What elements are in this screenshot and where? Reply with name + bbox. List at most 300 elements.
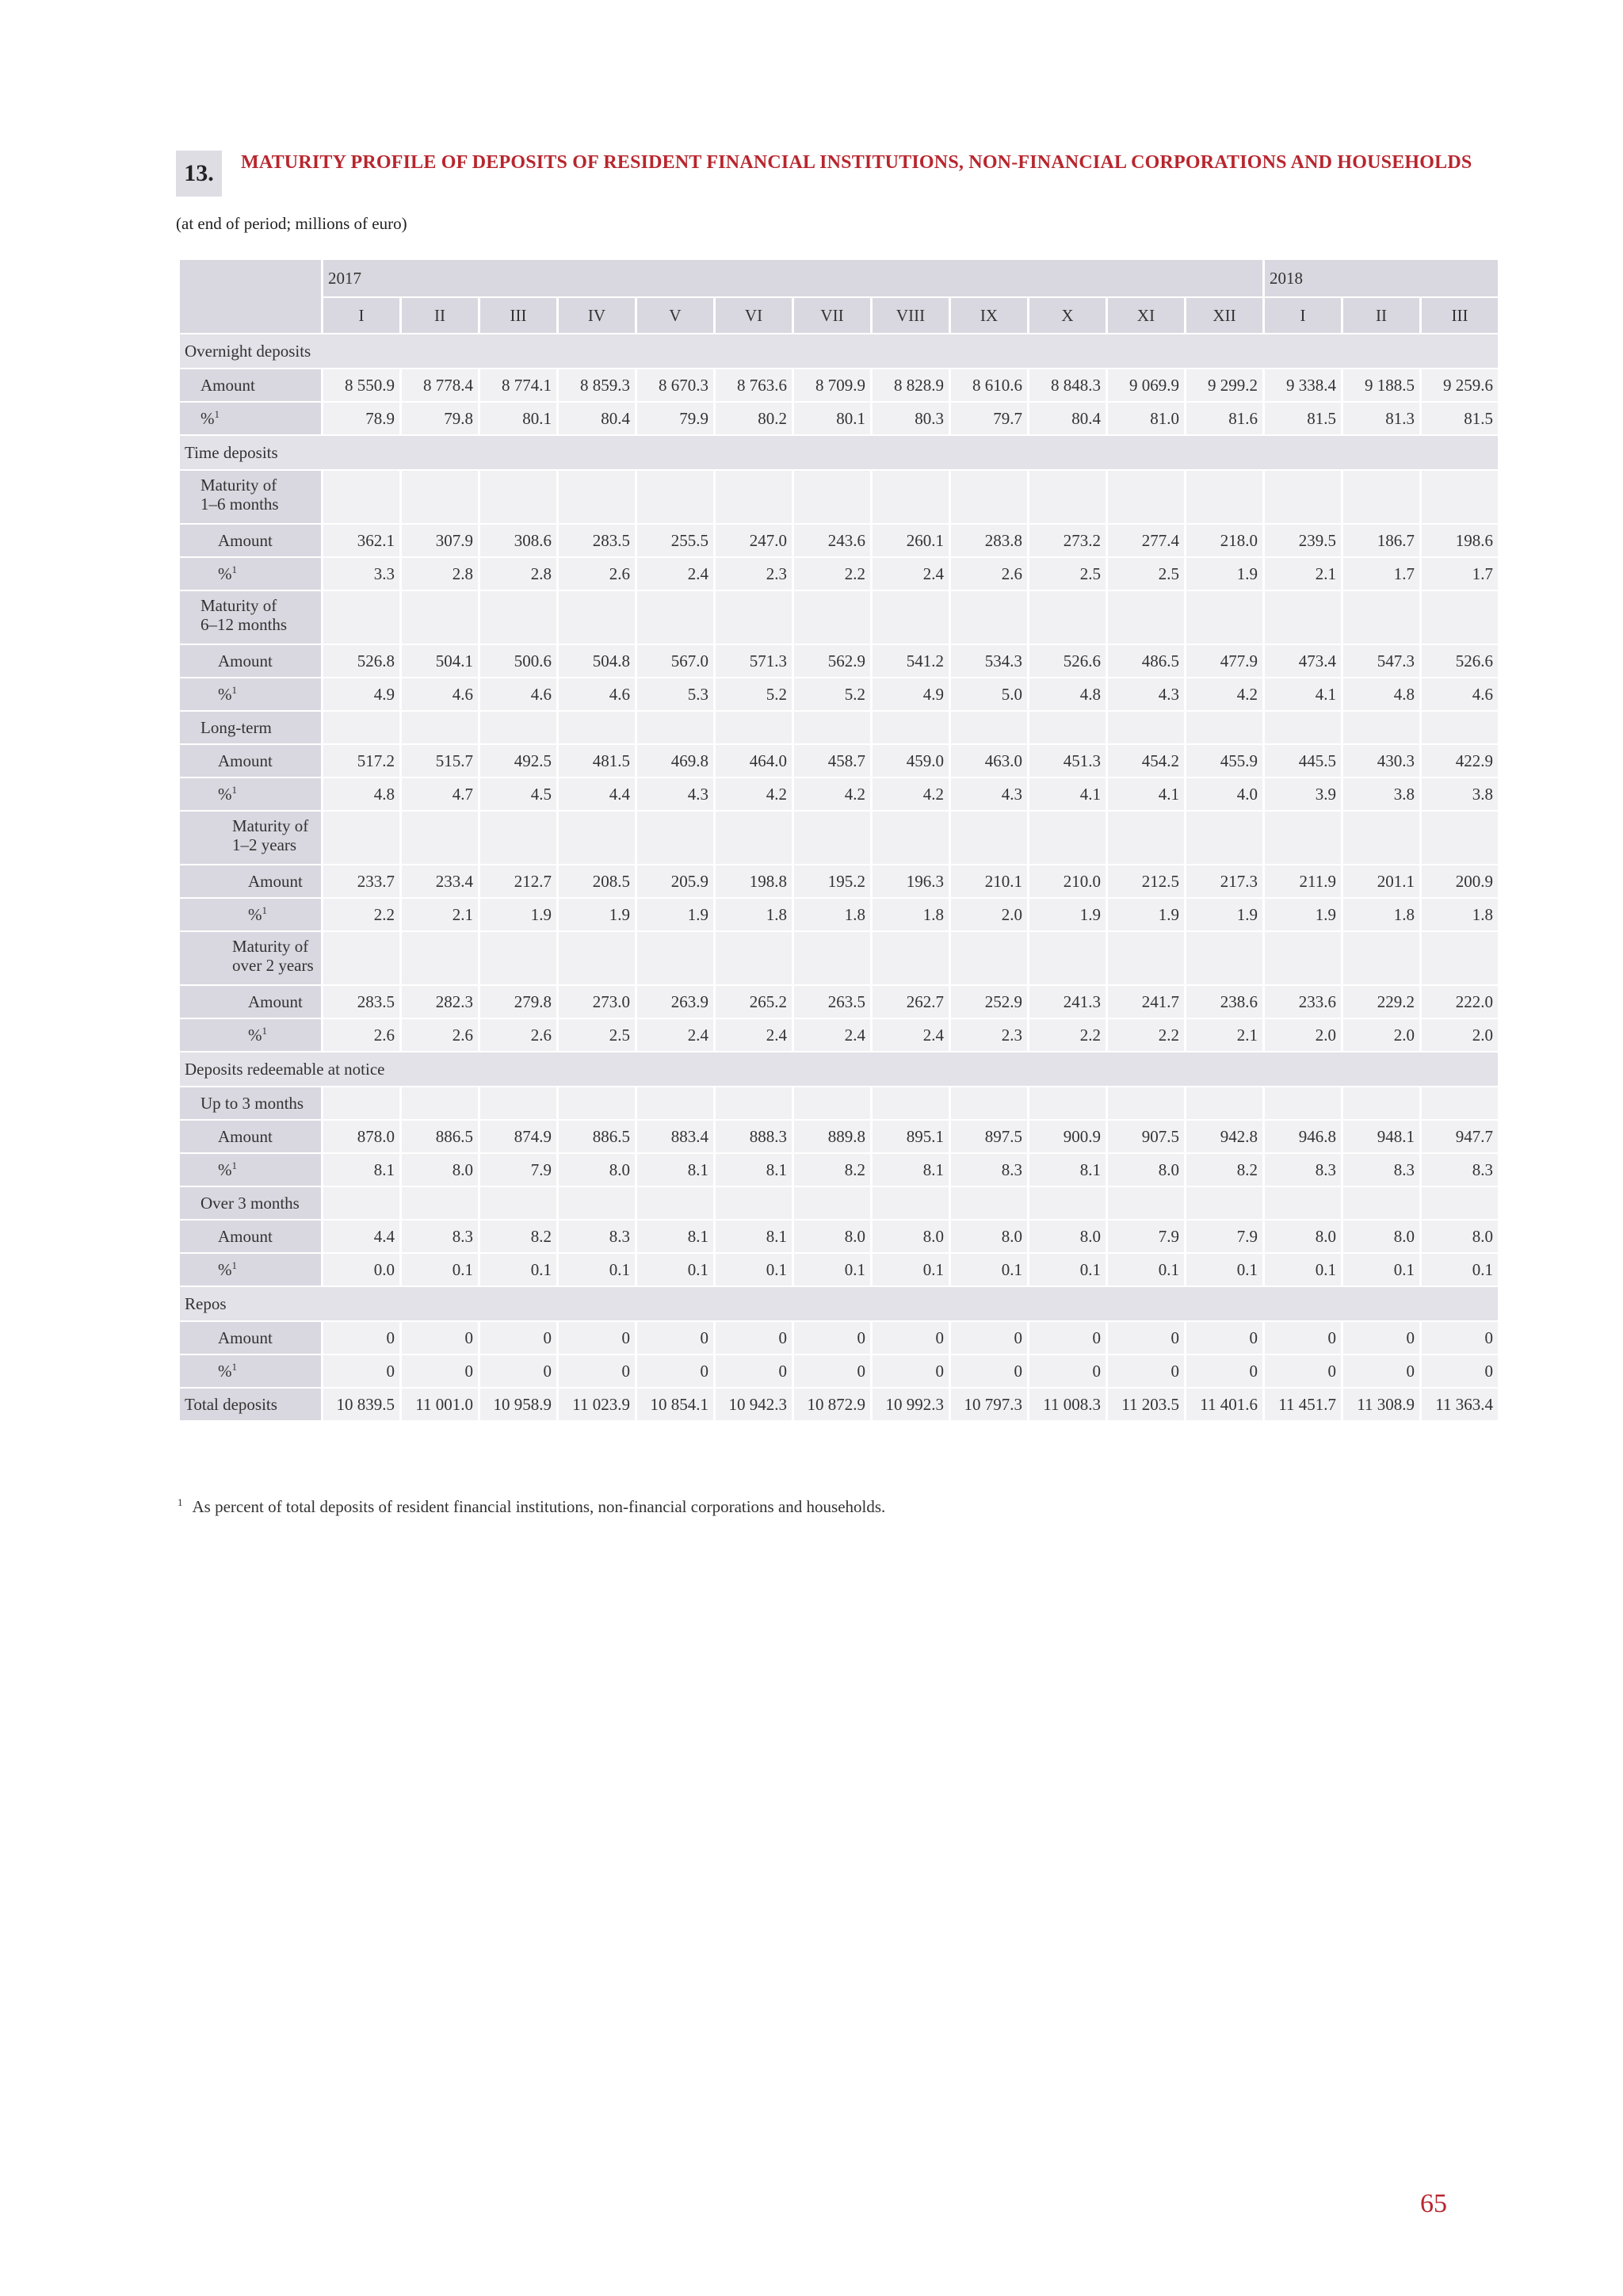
- value-cell: 8.0: [794, 1221, 870, 1252]
- row-label: [180, 558, 321, 590]
- value-cell: 1.8: [716, 899, 792, 930]
- section-label: Time deposits: [180, 436, 1498, 469]
- value-cell: 0.1: [716, 1254, 792, 1286]
- empty-cell: [794, 471, 870, 523]
- value-cell: 2.0: [1343, 1019, 1419, 1051]
- value-cell: 233.6: [1265, 986, 1341, 1018]
- value-cell: 80.1: [794, 403, 870, 434]
- empty-cell: [323, 591, 399, 644]
- empty-cell: [559, 471, 635, 523]
- value-cell: 571.3: [716, 645, 792, 677]
- value-cell: 11 363.4: [1422, 1389, 1498, 1420]
- section-redeemable-at-notice: [180, 1052, 1498, 1086]
- empty-cell: [1422, 812, 1498, 864]
- value-cell: 11 308.9: [1343, 1389, 1419, 1420]
- value-cell: 0.1: [559, 1254, 635, 1286]
- value-cell: 504.8: [559, 645, 635, 677]
- row-group-label: [180, 471, 321, 523]
- value-cell: 10 872.9: [794, 1389, 870, 1420]
- value-cell: 196.3: [873, 865, 949, 897]
- value-cell: 8.0: [559, 1154, 635, 1186]
- value-cell: 4.1: [1029, 778, 1106, 810]
- value-cell: 473.4: [1265, 645, 1341, 677]
- value-cell: 8.1: [323, 1154, 399, 1186]
- empty-cell: [1422, 1187, 1498, 1219]
- value-cell: 2.2: [794, 558, 870, 590]
- value-cell: 241.3: [1029, 986, 1106, 1018]
- row-label-text: %: [218, 1160, 232, 1179]
- value-cell: 222.0: [1422, 986, 1498, 1018]
- row-label: [180, 403, 321, 434]
- value-cell: 282.3: [402, 986, 478, 1018]
- value-cell: 4.2: [716, 778, 792, 810]
- value-cell: 9 259.6: [1422, 369, 1498, 401]
- value-cell: 233.4: [402, 865, 478, 897]
- value-cell: 526.6: [1029, 645, 1106, 677]
- footnote-ref: 1: [231, 1259, 237, 1271]
- value-cell: 11 451.7: [1265, 1389, 1341, 1420]
- month-header: XII: [1186, 298, 1262, 333]
- footnote-ref: 1: [231, 1159, 237, 1171]
- value-cell: 4.1: [1265, 678, 1341, 710]
- row-label-text: %: [218, 685, 232, 704]
- month-header: III: [480, 298, 556, 333]
- value-cell: 9 299.2: [1186, 369, 1262, 401]
- value-cell: 81.3: [1343, 403, 1419, 434]
- row-overnight-amount: [180, 369, 1498, 401]
- value-cell: 8 763.6: [716, 369, 792, 401]
- value-cell: 0.1: [637, 1254, 713, 1286]
- value-cell: 454.2: [1108, 745, 1184, 777]
- group-maturity-1-6-months: [180, 471, 1498, 523]
- empty-cell: [1029, 591, 1106, 644]
- value-cell: 4.9: [323, 678, 399, 710]
- value-cell: 459.0: [873, 745, 949, 777]
- row-label-text: %: [218, 1260, 232, 1279]
- value-cell: 2.3: [951, 1019, 1027, 1051]
- empty-cell: [1265, 712, 1341, 743]
- empty-cell: [1029, 471, 1106, 523]
- month-header: VIII: [873, 298, 949, 333]
- value-cell: 211.9: [1265, 865, 1341, 897]
- footnote-ref: 1: [231, 1361, 237, 1373]
- empty-cell: [1422, 712, 1498, 743]
- row-long-term-percent: [180, 778, 1498, 810]
- row-label-text: %: [218, 564, 232, 583]
- row-label-text: Amount: [218, 1226, 273, 1246]
- value-cell: 11 203.5: [1108, 1389, 1184, 1420]
- value-cell: 4.3: [951, 778, 1027, 810]
- page-number: 65: [1420, 2189, 1447, 2218]
- value-cell: 265.2: [716, 986, 792, 1018]
- row-over-3-months-amount: [180, 1221, 1498, 1252]
- value-cell: 8.1: [1029, 1154, 1106, 1186]
- value-cell: 2.2: [323, 899, 399, 930]
- row-label-text: Amount: [248, 871, 303, 891]
- value-cell: 0: [402, 1355, 478, 1387]
- row-label: [180, 899, 321, 930]
- row-up-to-3-months-percent: [180, 1154, 1498, 1186]
- empty-cell: [1108, 812, 1184, 864]
- value-cell: 8.2: [1186, 1154, 1262, 1186]
- value-cell: 1.8: [1343, 899, 1419, 930]
- value-cell: 238.6: [1186, 986, 1262, 1018]
- row-label: [180, 778, 321, 810]
- value-cell: 208.5: [559, 865, 635, 897]
- value-cell: 895.1: [873, 1121, 949, 1152]
- row-label-text: Amount: [218, 1126, 273, 1146]
- value-cell: 4.9: [873, 678, 949, 710]
- value-cell: 942.8: [1186, 1121, 1262, 1152]
- group-long-term: [180, 712, 1498, 743]
- value-cell: 7.9: [1186, 1221, 1262, 1252]
- year-header: 2017: [323, 260, 1262, 296]
- value-cell: 2.6: [559, 558, 635, 590]
- value-cell: 8 670.3: [637, 369, 713, 401]
- value-cell: 263.5: [794, 986, 870, 1018]
- value-cell: 1.9: [637, 899, 713, 930]
- value-cell: 362.1: [323, 525, 399, 556]
- footnote-ref: 1: [231, 784, 237, 796]
- value-cell: 79.9: [637, 403, 713, 434]
- value-cell: 8 859.3: [559, 369, 635, 401]
- value-cell: 2.3: [716, 558, 792, 590]
- month-header: II: [1343, 298, 1419, 333]
- empty-cell: [794, 591, 870, 644]
- empty-cell: [1265, 812, 1341, 864]
- value-cell: 4.6: [480, 678, 556, 710]
- empty-cell: [480, 812, 556, 864]
- row-repos-percent: [180, 1355, 1498, 1387]
- row-group-label: [180, 812, 321, 864]
- value-cell: 217.3: [1186, 865, 1262, 897]
- value-cell: 283.5: [323, 986, 399, 1018]
- section-time-deposits: [180, 436, 1498, 469]
- value-cell: 0: [951, 1322, 1027, 1354]
- empty-cell: [873, 1087, 949, 1119]
- value-cell: 229.2: [1343, 986, 1419, 1018]
- value-cell: 946.8: [1265, 1121, 1341, 1152]
- month-header: VII: [794, 298, 870, 333]
- value-cell: 492.5: [480, 745, 556, 777]
- value-cell: 186.7: [1343, 525, 1419, 556]
- row-label: [180, 745, 321, 777]
- value-cell: 2.4: [873, 1019, 949, 1051]
- row-label-text: Amount: [248, 991, 303, 1011]
- empty-cell: [951, 932, 1027, 984]
- value-cell: 1.9: [559, 899, 635, 930]
- row-long-term-amount: [180, 745, 1498, 777]
- empty-cell: [1265, 471, 1341, 523]
- value-cell: 8 610.6: [951, 369, 1027, 401]
- value-cell: 8.0: [1265, 1221, 1341, 1252]
- value-cell: 210.1: [951, 865, 1027, 897]
- label-line: 1–6 months: [200, 495, 279, 514]
- row-label: [180, 1221, 321, 1252]
- empty-cell: [716, 591, 792, 644]
- empty-cell: [402, 932, 478, 984]
- empty-cell: [402, 591, 478, 644]
- group-maturity-1-2-years: [180, 812, 1498, 864]
- empty-cell: [480, 1087, 556, 1119]
- value-cell: 5.2: [716, 678, 792, 710]
- value-cell: 243.6: [794, 525, 870, 556]
- row-group-label: Up to 3 months: [180, 1087, 321, 1119]
- row-label-text: Amount: [218, 651, 273, 670]
- value-cell: 3.3: [323, 558, 399, 590]
- value-cell: 0: [480, 1355, 556, 1387]
- value-cell: 78.9: [323, 403, 399, 434]
- empty-cell: [480, 591, 556, 644]
- value-cell: 279.8: [480, 986, 556, 1018]
- value-cell: 8.0: [951, 1221, 1027, 1252]
- row-label: [180, 678, 321, 710]
- empty-cell: [716, 1187, 792, 1219]
- label-line: 1–2 years: [232, 835, 297, 854]
- empty-cell: [1343, 712, 1419, 743]
- value-cell: 888.3: [716, 1121, 792, 1152]
- value-cell: 8.0: [1029, 1221, 1106, 1252]
- month-header: V: [637, 298, 713, 333]
- row-label-text: %: [200, 409, 215, 428]
- empty-cell: [1108, 471, 1184, 523]
- row-label-text: %: [218, 1362, 232, 1381]
- value-cell: 0: [559, 1355, 635, 1387]
- row-label-text: Amount: [218, 530, 273, 550]
- empty-cell: [559, 1087, 635, 1119]
- empty-cell: [323, 812, 399, 864]
- group-up-to-3-months: [180, 1087, 1498, 1119]
- empty-cell: [480, 932, 556, 984]
- empty-cell: [873, 471, 949, 523]
- group-maturity-over-2-years: [180, 932, 1498, 984]
- value-cell: 0: [1422, 1322, 1498, 1354]
- value-cell: 4.3: [1108, 678, 1184, 710]
- empty-cell: [873, 591, 949, 644]
- value-cell: 8.3: [402, 1221, 478, 1252]
- value-cell: 11 008.3: [1029, 1389, 1106, 1420]
- value-cell: 463.0: [951, 745, 1027, 777]
- value-cell: 218.0: [1186, 525, 1262, 556]
- empty-cell: [951, 591, 1027, 644]
- value-cell: 0.1: [794, 1254, 870, 1286]
- value-cell: 2.0: [1422, 1019, 1498, 1051]
- value-cell: 486.5: [1108, 645, 1184, 677]
- year-header-row: [180, 260, 1498, 296]
- row-over-2-years-percent: [180, 1019, 1498, 1051]
- empty-cell: [637, 712, 713, 743]
- value-cell: 0.1: [873, 1254, 949, 1286]
- footnote-ref: 1: [262, 1025, 267, 1037]
- value-cell: 422.9: [1422, 745, 1498, 777]
- value-cell: 1.9: [1186, 899, 1262, 930]
- value-cell: 0: [873, 1355, 949, 1387]
- value-cell: 8.0: [1422, 1221, 1498, 1252]
- empty-cell: [402, 471, 478, 523]
- empty-cell: [1422, 932, 1498, 984]
- value-cell: 8 778.4: [402, 369, 478, 401]
- value-cell: 2.1: [1265, 558, 1341, 590]
- empty-cell: [637, 471, 713, 523]
- empty-cell: [1422, 591, 1498, 644]
- section-title: MATURITY PROFILE OF DEPOSITS OF RESIDENT FINANCIAL INSTITUTIONS, NON-FINANCIAL CORPORATIONS AND HOUSEHOLDS: [241, 152, 1472, 173]
- value-cell: 947.7: [1422, 1121, 1498, 1152]
- empty-cell: [1108, 1087, 1184, 1119]
- empty-cell: [559, 1187, 635, 1219]
- empty-cell: [716, 471, 792, 523]
- empty-cell: [873, 1187, 949, 1219]
- empty-cell: [323, 712, 399, 743]
- value-cell: 4.8: [323, 778, 399, 810]
- value-cell: 263.9: [637, 986, 713, 1018]
- value-cell: 8.0: [402, 1154, 478, 1186]
- value-cell: 252.9: [951, 986, 1027, 1018]
- value-cell: 0: [1186, 1355, 1262, 1387]
- value-cell: 5.0: [951, 678, 1027, 710]
- month-header: IX: [951, 298, 1027, 333]
- value-cell: 11 023.9: [559, 1389, 635, 1420]
- empty-cell: [794, 1187, 870, 1219]
- value-cell: 2.8: [402, 558, 478, 590]
- value-cell: 0.1: [480, 1254, 556, 1286]
- row-label-text: %: [248, 905, 262, 924]
- empty-cell: [1265, 1087, 1341, 1119]
- empty-cell: [402, 1087, 478, 1119]
- value-cell: 0: [323, 1322, 399, 1354]
- value-cell: 0: [716, 1355, 792, 1387]
- value-cell: 10 797.3: [951, 1389, 1027, 1420]
- value-cell: 534.3: [951, 645, 1027, 677]
- value-cell: 0: [873, 1322, 949, 1354]
- empty-cell: [951, 712, 1027, 743]
- empty-cell: [1265, 932, 1341, 984]
- empty-cell: [873, 712, 949, 743]
- value-cell: 273.0: [559, 986, 635, 1018]
- value-cell: 10 839.5: [323, 1389, 399, 1420]
- row-label: [180, 1322, 321, 1354]
- value-cell: 2.4: [716, 1019, 792, 1051]
- month-header: I: [1265, 298, 1341, 333]
- value-cell: 8.3: [951, 1154, 1027, 1186]
- footnote-ref: 1: [262, 904, 267, 916]
- value-cell: 464.0: [716, 745, 792, 777]
- month-header: III: [1422, 298, 1498, 333]
- row-6-12-months-percent: [180, 678, 1498, 710]
- empty-cell: [794, 932, 870, 984]
- value-cell: 878.0: [323, 1121, 399, 1152]
- value-cell: 2.2: [1029, 1019, 1106, 1051]
- value-cell: 4.6: [1422, 678, 1498, 710]
- empty-cell: [951, 1087, 1027, 1119]
- value-cell: 0.1: [1422, 1254, 1498, 1286]
- value-cell: 0: [1265, 1322, 1341, 1354]
- value-cell: 4.4: [559, 778, 635, 810]
- value-cell: 80.3: [873, 403, 949, 434]
- value-cell: 8.1: [716, 1154, 792, 1186]
- value-cell: 2.4: [873, 558, 949, 590]
- row-label: [180, 1121, 321, 1152]
- value-cell: 80.1: [480, 403, 556, 434]
- month-header: XI: [1108, 298, 1184, 333]
- value-cell: 11 401.6: [1186, 1389, 1262, 1420]
- value-cell: 81.5: [1422, 403, 1498, 434]
- row-label: [180, 1355, 321, 1387]
- row-label: [180, 369, 321, 401]
- empty-cell: [402, 812, 478, 864]
- value-cell: 2.6: [951, 558, 1027, 590]
- row-label-text: Amount: [200, 375, 255, 395]
- value-cell: 3.8: [1422, 778, 1498, 810]
- row-group-label: [180, 932, 321, 984]
- empty-cell: [559, 712, 635, 743]
- row-1-2-years-amount: [180, 865, 1498, 897]
- value-cell: 0: [951, 1355, 1027, 1387]
- value-cell: 4.3: [637, 778, 713, 810]
- value-cell: 0: [794, 1322, 870, 1354]
- header-corner: [180, 260, 321, 333]
- value-cell: 255.5: [637, 525, 713, 556]
- value-cell: 0.1: [1186, 1254, 1262, 1286]
- value-cell: 0.1: [402, 1254, 478, 1286]
- value-cell: 504.1: [402, 645, 478, 677]
- value-cell: 262.7: [873, 986, 949, 1018]
- row-6-12-months-amount: [180, 645, 1498, 677]
- value-cell: 8.1: [716, 1221, 792, 1252]
- value-cell: 79.7: [951, 403, 1027, 434]
- month-header: VI: [716, 298, 792, 333]
- value-cell: 247.0: [716, 525, 792, 556]
- value-cell: 886.5: [559, 1121, 635, 1152]
- empty-cell: [559, 812, 635, 864]
- value-cell: 4.6: [402, 678, 478, 710]
- value-cell: 0: [323, 1355, 399, 1387]
- value-cell: 8.0: [1108, 1154, 1184, 1186]
- empty-cell: [559, 591, 635, 644]
- value-cell: 233.7: [323, 865, 399, 897]
- footnote-mark: 1: [178, 1496, 183, 1508]
- value-cell: 205.9: [637, 865, 713, 897]
- value-cell: 8 709.9: [794, 369, 870, 401]
- value-cell: 8 828.9: [873, 369, 949, 401]
- empty-cell: [1422, 471, 1498, 523]
- row-label-text: %: [218, 785, 232, 804]
- value-cell: 4.5: [480, 778, 556, 810]
- row-group-label: [180, 591, 321, 644]
- value-cell: 308.6: [480, 525, 556, 556]
- value-cell: 4.8: [1343, 678, 1419, 710]
- row-repos-amount: [180, 1322, 1498, 1354]
- value-cell: 445.5: [1265, 745, 1341, 777]
- row-label-text: Amount: [218, 751, 273, 770]
- empty-cell: [480, 712, 556, 743]
- section-repos: [180, 1287, 1498, 1320]
- empty-cell: [1186, 812, 1262, 864]
- value-cell: 1.7: [1343, 558, 1419, 590]
- value-cell: 307.9: [402, 525, 478, 556]
- footnote: [178, 1496, 885, 1517]
- value-cell: 8.2: [794, 1154, 870, 1186]
- value-cell: 1.9: [1186, 558, 1262, 590]
- value-cell: 195.2: [794, 865, 870, 897]
- label-line: 6–12 months: [200, 615, 288, 634]
- value-cell: 0.1: [1108, 1254, 1184, 1286]
- value-cell: 886.5: [402, 1121, 478, 1152]
- row-label: [180, 1019, 321, 1051]
- label-line: Maturity of: [232, 937, 309, 956]
- value-cell: 2.4: [794, 1019, 870, 1051]
- empty-cell: [1343, 471, 1419, 523]
- value-cell: 517.2: [323, 745, 399, 777]
